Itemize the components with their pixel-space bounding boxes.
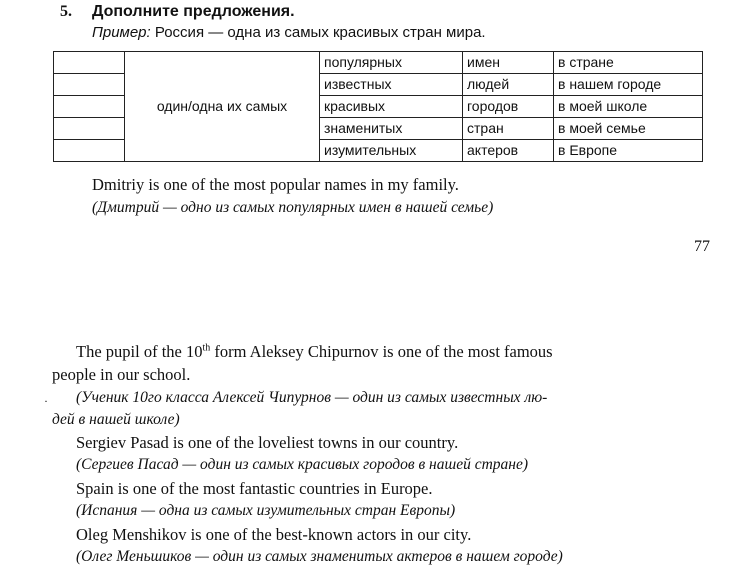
table-middle-cell: один/одна их самых [125, 52, 320, 162]
table-cell: в Европе [554, 140, 703, 162]
word-table [53, 51, 703, 162]
answer-4-en: Oleg Menshikov is one of the best-known actors in our city. [76, 525, 472, 544]
table-cell: в моей семье [554, 118, 703, 140]
table-cell: изумительных [320, 140, 463, 162]
table-cell: имен [463, 52, 554, 74]
table-cell: людей [463, 74, 554, 96]
table-cell: стран [463, 118, 554, 140]
answer-4-ru: (Олег Меньшиков — один из самых знаменитых актеров в нашем городе) [76, 548, 563, 565]
answer-1-ru-line2: дей в нашей школе) [52, 411, 180, 428]
table-cell: актеров [463, 140, 554, 162]
answer-1-en-line1 [76, 342, 553, 362]
ordinal-suffix: th [202, 342, 211, 354]
task-number: 5. [60, 3, 72, 20]
table-cell: красивых [320, 96, 463, 118]
answer-example-en: Dmitriy is one of the most popular names in my family. [92, 175, 459, 194]
answer-example-ru: (Дмитрий — одно из самых популярных имен в нашей семье) [92, 199, 494, 216]
answer-3-ru: (Испания — одна из самых изумительных стран Европы) [76, 502, 456, 519]
table-row [54, 52, 703, 74]
answer-2-ru: (Сергиев Пасад — один из самых красивых городов в нашей стране) [76, 456, 529, 473]
table-cell: в моей школе [554, 96, 703, 118]
answer-1-en-post: form Aleksey Chipurnov is one of the most famous [210, 342, 553, 361]
answer-1-ru-line1: (Ученик 10го класса Алексей Чипурнов — один из самых известных лю- [76, 389, 548, 406]
task-title: Дополните предложения. [92, 3, 295, 20]
answer-1-en-line2: people in our school. [52, 365, 191, 384]
answer-1-en-pre: The pupil of the 10 [76, 342, 203, 361]
example-text: Россия — одна из самых красивых стран мира. [150, 24, 486, 41]
table-cell: знаменитых [320, 118, 463, 140]
table-cell: в нашем городе [554, 74, 703, 96]
example-label: Пример: [92, 24, 151, 41]
table-cell: в стране [554, 52, 703, 74]
answer-2-en: Sergiev Pasad is one of the loveliest towns in our country. [76, 433, 459, 452]
answer-3-en: Spain is one of the most fantastic countries in Europe. [76, 479, 433, 498]
bullet-mark: · [44, 394, 48, 408]
page-number: 77 [694, 238, 710, 255]
example-line [92, 24, 486, 41]
table-cell: городов [463, 96, 554, 118]
table-cell: популярных [320, 52, 463, 74]
table-cell: известных [320, 74, 463, 96]
empty-column [54, 52, 125, 162]
